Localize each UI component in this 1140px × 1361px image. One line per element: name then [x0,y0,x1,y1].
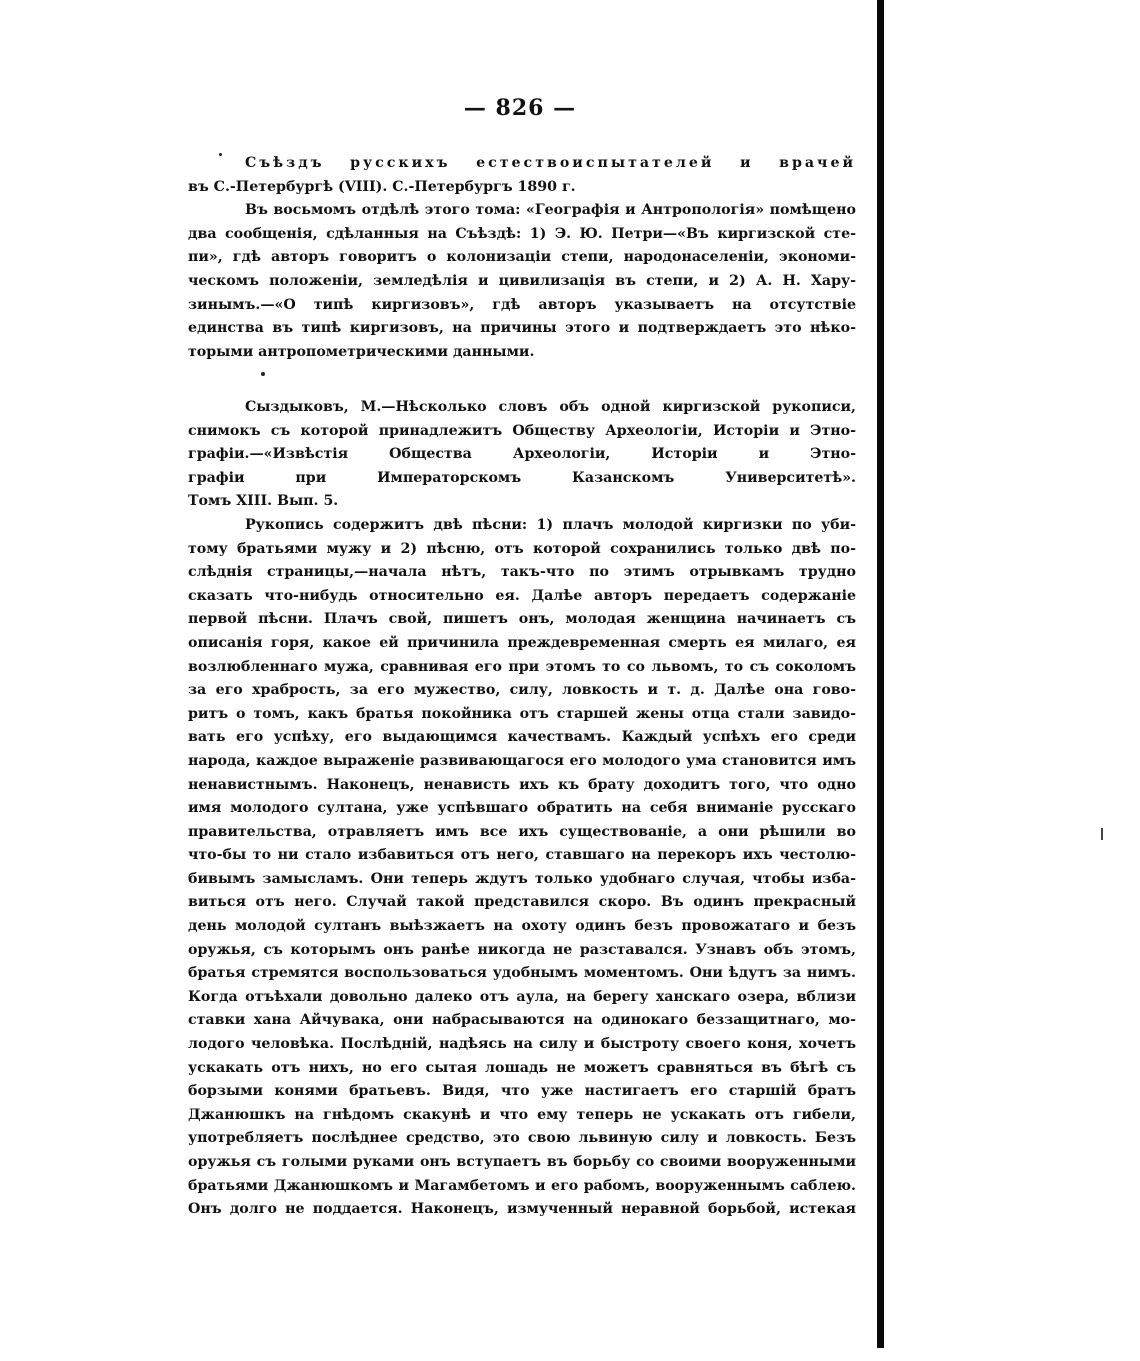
entry-body-line: братьями Джанюшкомъ и Магамбетомъ и его рабомъ, вооруженнымъ саблею. [188,1177,856,1194]
stray-dot [261,372,265,376]
entry-body-line: народа, каждое выраженіе развивающагося его молодого ума становится имъ [188,752,856,769]
entry-body-line: борзыми конями братьевъ. Видя, что уже настигаетъ его старшій братъ [188,1083,856,1100]
entry-body-line: единства въ типѣ киргизовъ, на причины этого и подтверждаетъ это нѣко- [188,320,856,337]
entry-title-line: Томъ XIII. Вып. 5. [188,493,339,510]
entry-title-line: Съѣздъ русскихъ естествоиспытателей и врачей [245,155,856,171]
entry-body-line: имя молодого султана, уже успѣвшаго обратить на себя вниманіе русскаго [188,800,856,817]
page-right-border [877,0,884,1348]
entry-body-line: ненавистнымъ. Наконецъ, ненависть ихъ къ брату доходитъ того, что одно [188,776,856,793]
entry-body-line: лодого человѣка. Послѣдній, надѣясь на силу и быстроту своего коня, хочетъ [188,1036,856,1053]
entry-body-line: братья стремятся воспользоваться удобнымъ моментомъ. Они ѣдутъ за нимъ. [188,965,856,982]
entry-body-line: употребляетъ послѣднее средство, это свою львиную силу и ловкость. Безъ [188,1130,856,1147]
bibliography-entry-2 [188,396,856,1222]
entry-body-line: оружья съ голыми руками онъ вступаетъ въ борьбу со своими вооруженными [188,1154,856,1170]
entry-body-line: Рукопись содержитъ двѣ пѣсни: 1) плачъ молодой киргизки по уби- [245,516,856,533]
entry-body-line: день молодой султанъ выѣзжаетъ на охоту одинъ безъ провожатаго и безъ [188,918,856,935]
entry-body-line: описанія горя, какое ей причинила преждевременная смерть ея милаго, ея [188,634,856,651]
entry-body-line: за его храбрость, за его мужество, силу, ловкость и т. д. Далѣе она гово- [188,682,856,699]
entry-body-line: правительства, отравляетъ имъ все ихъ существованіе, а они рѣшили во [188,823,856,840]
entry-body-line: бивымъ замысламъ. Они теперь ждутъ только удобнаго случая, чтобы изба- [188,870,856,887]
entry-title-line: графіи при Императорскомъ Казанскомъ Университетѣ». [188,469,856,486]
entry-body-line: виться отъ него. Случай такой представился скоро. Въ одинъ прекрасный [188,894,856,911]
entry-body-line: вать его успѣху, его выдающимся качествамъ. Каждый успѣхъ его среди [188,729,856,746]
entry-body-line: Когда отъѣхали довольно далеко отъ аула, на берегу ханскаго озера, вблизи [188,988,856,1005]
entry-title-line: Сыздыковъ, М.—Нѣсколько словъ объ одной киргизской рукописи, [245,399,856,415]
entry-title-line: въ С.-Петербургѣ (VIII). С.-Петербургъ 1890 г. [188,178,576,195]
entry-body-line: возлюбленнаго мужа, сравнивая его при этомъ то со львомъ, то съ соколомъ [188,658,856,675]
entry-body-line: Въ восьмомъ отдѣлѣ этого тома: «Географія и Антропологія» помѣщено [245,202,856,219]
entry-body-line: оружья, съ которымъ онъ ранѣе никогда не разставался. Узнавъ объ этомъ, [188,941,856,958]
entry-body-line: ускакать отъ нихъ, но его сытая лошадь не можетъ сравняться въ бѣгѣ съ [188,1059,856,1076]
stray-dot [219,153,222,156]
entry-body-line: сказать что-нибудь относительно ея. Далѣе авторъ передаетъ содержаніе [188,587,856,604]
entry-body-line: Онъ долго не поддается. Наконецъ, измученный неравной борьбой, истекая [188,1201,856,1218]
entry-body-line: пи», гдѣ авторъ говоритъ о колонизаціи степи, народонаселеніи, экономи- [188,249,856,266]
entry-body-line: зинымъ.—«О типѣ киргизовъ», гдѣ авторъ указываетъ на отсутствіе [188,296,856,313]
entry-body-line: два сообщенія, сдѣланныя на Съѣздѣ: 1) Э. Ю. Петри—«Въ киргизской сте- [188,225,856,242]
entry-body-line: ческомъ положеніи, земледѣлія и цивилизація въ степи, и 2) А. Н. Хару- [188,272,856,289]
entry-body-line: Джанюшкъ на гнѣдомъ скакунѣ и что ему теперь не ускакать отъ гибели, [188,1106,856,1123]
bibliography-entry-1 [188,152,856,364]
margin-mark [1101,828,1103,840]
entry-body-line: торыми антропометрическими данными. [188,343,535,360]
entry-title-line: графіи.—«Извѣстія Общества Археологіи, Исторіи и Этно- [188,446,856,463]
entry-body-line: ритъ о томъ, какъ братья покойника отъ старшей жены отца стали завидо- [188,705,856,722]
entry-body-line: ставки хана Айчувака, они набрасываются на одинокаго беззащитнаго, мо- [188,1012,856,1029]
entry-title-line: снимокъ съ которой принадлежитъ Обществу Археологіи, Исторіи и Этно- [188,422,856,439]
page-number: — 826 — [463,95,577,121]
entry-body-line: слѣднія страницы,—начала нѣтъ, такъ-что по этимъ отрывкамъ трудно [188,564,856,581]
entry-body-line: что-бы то ни стало избавиться отъ него, ставшаго на перекоръ ихъ честолю- [188,847,856,864]
entry-body-line: первой пѣсни. Плачъ свой, пишетъ онъ, молодая женщина начинаетъ съ [188,611,856,628]
entry-body-line: тому братьями мужу и 2) пѣсню, отъ которой сохранились только двѣ по- [188,540,856,557]
